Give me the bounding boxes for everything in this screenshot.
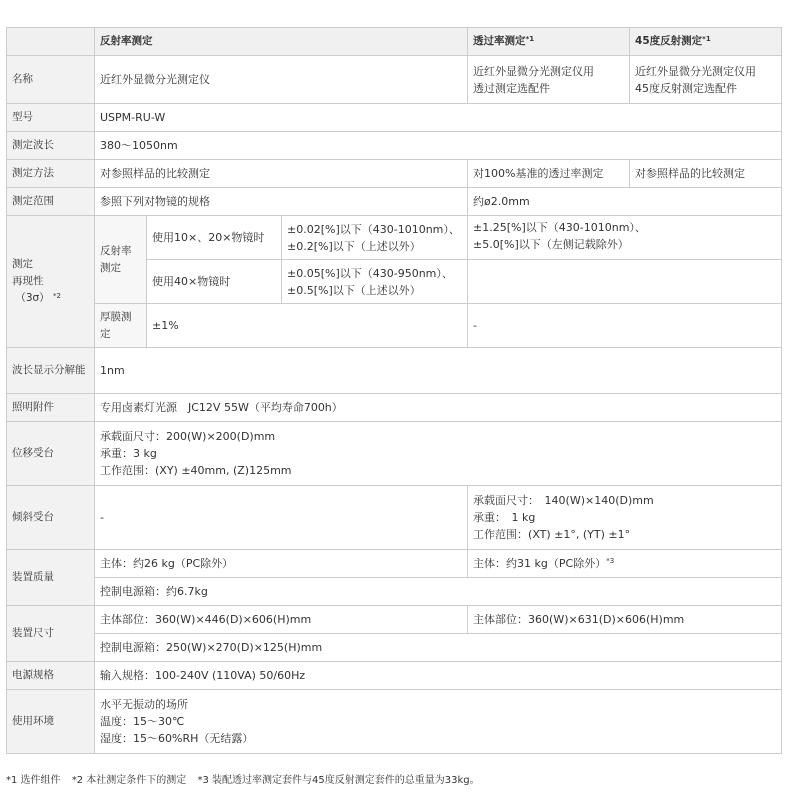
label-repro: 测定 再现性 （3σ） $^{*2}$	[7, 216, 95, 348]
repro-lens40-trans-empty	[468, 260, 782, 304]
header-45: 45度反射测定$^{*1}$	[630, 28, 782, 56]
wavelength-value: 380～1050nm	[95, 132, 782, 160]
row-repro-film	[7, 304, 782, 348]
repro-film-label: 厚膜测定	[95, 304, 147, 348]
row-lighting	[7, 394, 782, 422]
footnote-1: *1 选件组件	[6, 775, 61, 786]
repro-lens40-label: 使用40×物镜时	[147, 260, 282, 304]
label-wavelength: 测定波长	[7, 132, 95, 160]
label-range: 测定范围	[7, 188, 95, 216]
row-env	[7, 690, 782, 754]
method-reflect: 对参照样品的比较测定	[95, 160, 468, 188]
stage-value: 承载面尺寸：200(W)×200(D)mm 承重：3 kg 工作范围：(XY) ±40mm, (Z)125mm	[95, 422, 782, 486]
size-ctrl: 控制电源箱：250(W)×270(D)×125(H)mm	[95, 634, 782, 662]
spec-table	[6, 27, 782, 754]
row-size-ctrl	[7, 634, 782, 662]
footnotes	[6, 771, 786, 786]
mass-main: 主体：约26 kg（PC除外）	[95, 550, 468, 578]
repro-lens40-value: ±0.05[%]以下（430-950nm）、 ±0.5[%]以下（上述以外）	[282, 260, 468, 304]
label-model: 型号	[7, 104, 95, 132]
size-trans: 主体部位：360(W)×631(D)×606(H)mm	[468, 606, 782, 634]
repro-reflectance-label: 反射率测定	[95, 216, 147, 304]
row-stage	[7, 422, 782, 486]
env-value: 水平无振动的场所 温度：15～30℃ 湿度：15～60%RH（无结露）	[95, 690, 782, 754]
method-trans: 对100%基准的透过率测定	[468, 160, 630, 188]
row-range	[7, 188, 782, 216]
repro-film-value: ±1%	[147, 304, 468, 348]
row-mass-ctrl	[7, 578, 782, 606]
power-value: 输入规格：100-240V (110VA) 50/60Hz	[95, 662, 782, 690]
label-resolution: 波长显示分解能	[7, 348, 95, 394]
label-power: 电源规格	[7, 662, 95, 690]
row-size-main	[7, 606, 782, 634]
name-45: 近红外显微分光测定仪用 45度反射测定选配件	[630, 56, 782, 104]
label-method: 测定方法	[7, 160, 95, 188]
repro-film-trans: -	[468, 304, 782, 348]
size-main: 主体部位：360(W)×446(D)×606(H)mm	[95, 606, 468, 634]
footnote-2: *2 本社测定条件下的测定	[71, 775, 187, 786]
label-tilt: 倾斜受台	[7, 486, 95, 550]
row-model	[7, 104, 782, 132]
label-mass: 装置质量	[7, 550, 95, 606]
resolution-value: 1nm	[95, 348, 782, 394]
row-name	[7, 56, 782, 104]
row-resolution	[7, 348, 782, 394]
repro-lens10-value: ±0.02[%]以下（430-1010nm）、 ±0.2[%]以下（上述以外）	[282, 216, 468, 260]
mass-trans: 主体：约31 kg（PC除外）$^{*3}$	[468, 550, 782, 578]
header-reflect: 反射率测定	[95, 28, 468, 56]
row-method	[7, 160, 782, 188]
row-mass-main	[7, 550, 782, 578]
repro-lens10-label: 使用10×、20×物镜时	[147, 216, 282, 260]
row-wavelength	[7, 132, 782, 160]
name-reflect: 近红外显微分光测定仪	[95, 56, 468, 104]
range-reflect: 参照下列对物镜的规格	[95, 188, 468, 216]
footnote-3: *3 装配透过率测定套件与45度反射测定套件的总重量为33kg。	[197, 775, 480, 786]
header-blank	[7, 28, 95, 56]
row-tilt	[7, 486, 782, 550]
label-env: 使用环境	[7, 690, 95, 754]
row-repro-10	[7, 216, 782, 260]
header-row	[7, 28, 782, 56]
tilt-trans: 承载面尺寸： 140(W)×140(D)mm 承重： 1 kg 工作范围：(XT) ±1°, (YT) ±1°	[468, 486, 782, 550]
repro-trans-value: ±1.25[%]以下（430-1010nm）、 ±5.0[%]以下（左侧记载除外）	[468, 216, 782, 260]
label-name: 名称	[7, 56, 95, 104]
mass-ctrl: 控制电源箱：约6.7kg	[95, 578, 782, 606]
label-lighting: 照明附件	[7, 394, 95, 422]
model-value: USPM-RU-W	[95, 104, 782, 132]
header-trans: 透过率测定$^{*1}$	[468, 28, 630, 56]
label-size: 装置尺寸	[7, 606, 95, 662]
range-trans: 约ø2.0mm	[468, 188, 782, 216]
lighting-value: 专用卤素灯光源 JC12V 55W（平均寿命700h）	[95, 394, 782, 422]
tilt-reflect: -	[95, 486, 468, 550]
label-stage: 位移受台	[7, 422, 95, 486]
row-power	[7, 662, 782, 690]
method-45: 对参照样品的比较测定	[630, 160, 782, 188]
name-trans: 近红外显微分光测定仪用 透过测定选配件	[468, 56, 630, 104]
